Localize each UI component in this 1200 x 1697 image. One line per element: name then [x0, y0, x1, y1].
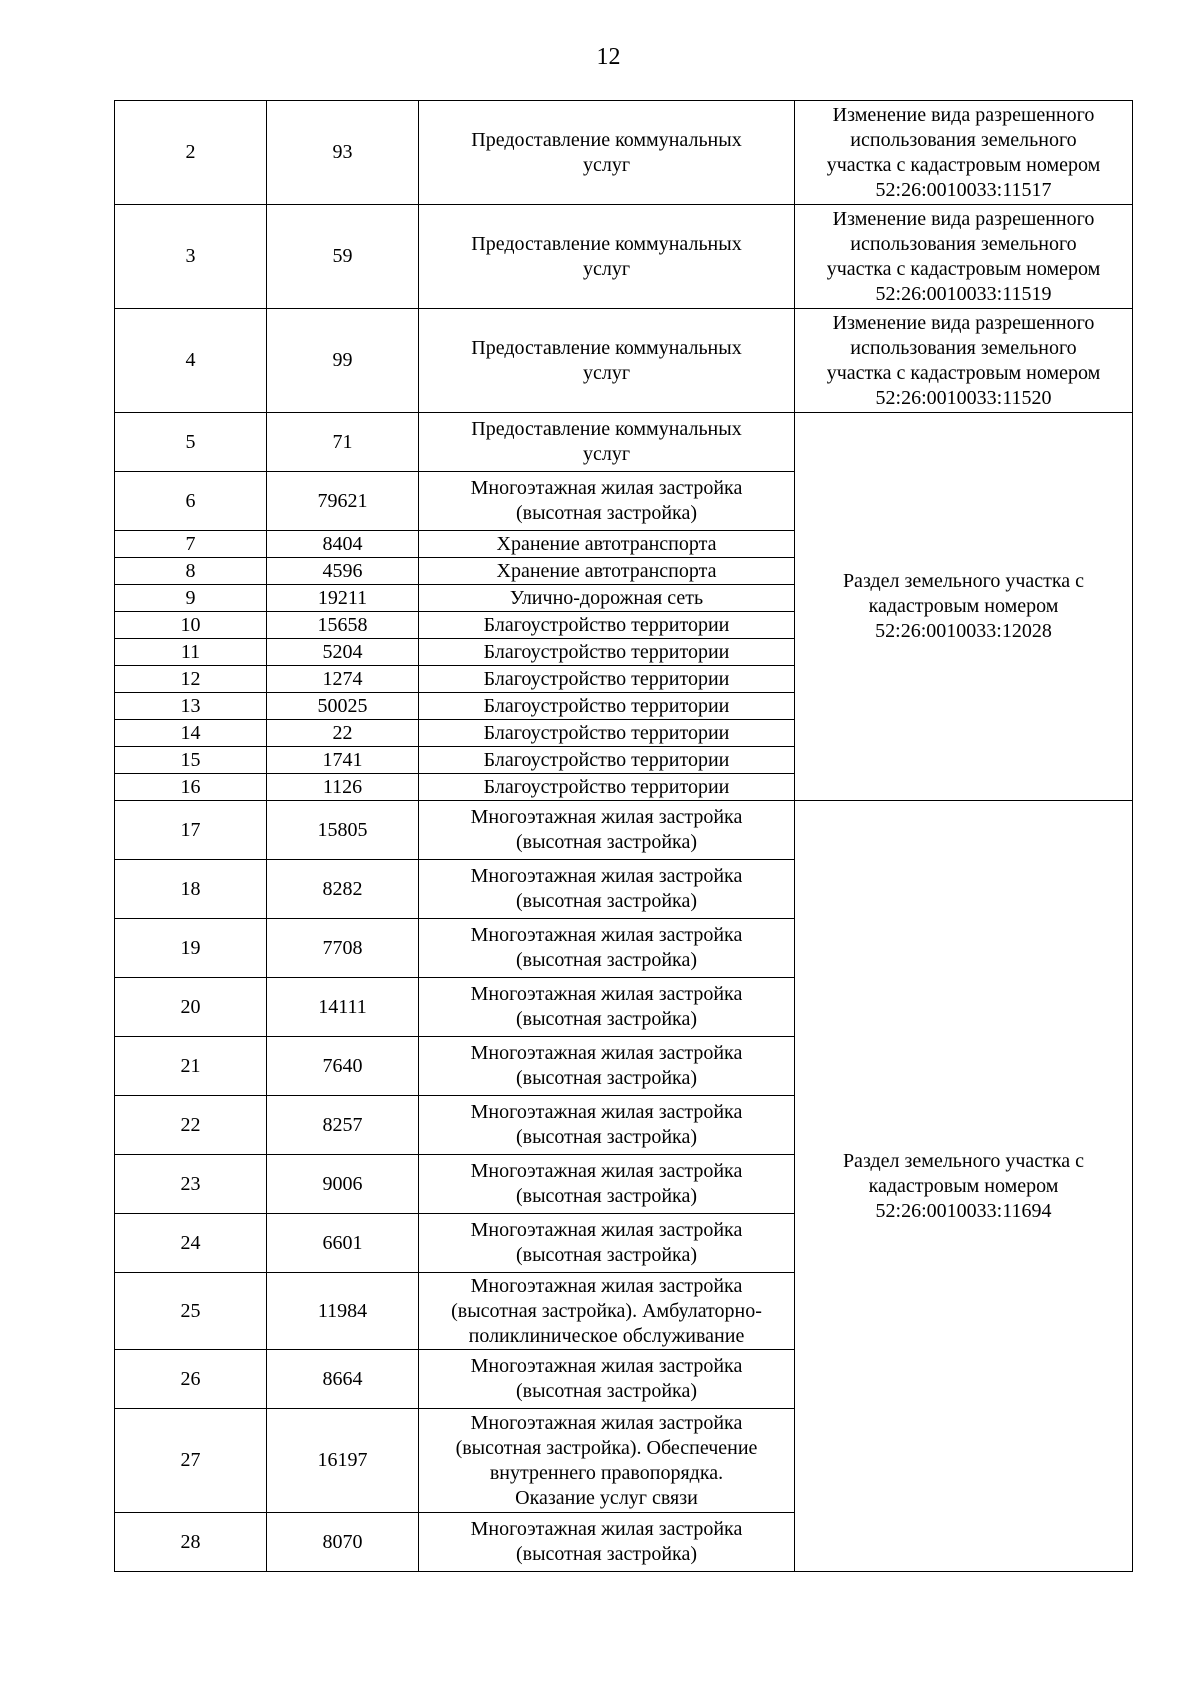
row-number-cell: 11	[115, 639, 267, 666]
row-number-cell: 6	[115, 472, 267, 531]
permitted-use-cell: Благоустройство территории	[419, 747, 795, 774]
row-number-cell: 27	[115, 1409, 267, 1513]
area-cell: 79621	[267, 472, 419, 531]
permitted-use-cell: Многоэтажная жилая застройка (высотная застройка). Обеспечение внутреннего правопорядка. Оказание услуг связи	[419, 1409, 795, 1513]
permitted-use-cell: Многоэтажная жилая застройка (высотная застройка)	[419, 1096, 795, 1155]
area-cell: 1741	[267, 747, 419, 774]
area-cell: 15805	[267, 801, 419, 860]
row-number-cell: 4	[115, 309, 267, 413]
permitted-use-cell: Предоставление коммунальных услуг	[419, 413, 795, 472]
land-plots-table	[114, 100, 1133, 1572]
row-number-cell: 18	[115, 860, 267, 919]
row-number-cell: 14	[115, 720, 267, 747]
permitted-use-cell: Многоэтажная жилая застройка (высотная застройка)	[419, 1155, 795, 1214]
row-number-cell: 3	[115, 205, 267, 309]
row-number-cell: 9	[115, 585, 267, 612]
note-cell: Раздел земельного участка с кадастровым номером 52:26:0010033:12028	[795, 413, 1133, 801]
area-cell: 14111	[267, 978, 419, 1037]
permitted-use-cell: Благоустройство территории	[419, 720, 795, 747]
row-number-cell: 12	[115, 666, 267, 693]
area-cell: 11984	[267, 1273, 419, 1350]
row-number-cell: 13	[115, 693, 267, 720]
area-cell: 8257	[267, 1096, 419, 1155]
note-cell: Изменение вида разрешенного использования земельного участка с кадастровым номером 52:26:0010033:11517	[795, 101, 1133, 205]
row-number-cell: 22	[115, 1096, 267, 1155]
permitted-use-cell: Хранение автотранспорта	[419, 558, 795, 585]
area-cell: 5204	[267, 639, 419, 666]
permitted-use-cell: Многоэтажная жилая застройка (высотная застройка)	[419, 1214, 795, 1273]
permitted-use-cell: Многоэтажная жилая застройка (высотная застройка)	[419, 1037, 795, 1096]
permitted-use-cell: Предоставление коммунальных услуг	[419, 101, 795, 205]
row-number-cell: 10	[115, 612, 267, 639]
area-cell: 19211	[267, 585, 419, 612]
row-number-cell: 20	[115, 978, 267, 1037]
permitted-use-cell: Благоустройство территории	[419, 774, 795, 801]
permitted-use-cell: Хранение автотранспорта	[419, 531, 795, 558]
area-cell: 1126	[267, 774, 419, 801]
row-number-cell: 15	[115, 747, 267, 774]
permitted-use-cell: Улично-дорожная сеть	[419, 585, 795, 612]
row-number-cell: 2	[115, 101, 267, 205]
permitted-use-cell: Благоустройство территории	[419, 693, 795, 720]
area-cell: 59	[267, 205, 419, 309]
area-cell: 4596	[267, 558, 419, 585]
area-cell: 50025	[267, 693, 419, 720]
area-cell: 93	[267, 101, 419, 205]
area-cell: 71	[267, 413, 419, 472]
permitted-use-cell: Многоэтажная жилая застройка (высотная застройка)	[419, 801, 795, 860]
area-cell: 7708	[267, 919, 419, 978]
area-cell: 22	[267, 720, 419, 747]
area-cell: 16197	[267, 1409, 419, 1513]
permitted-use-cell: Многоэтажная жилая застройка (высотная застройка)	[419, 1350, 795, 1409]
area-cell: 6601	[267, 1214, 419, 1273]
area-cell: 7640	[267, 1037, 419, 1096]
area-cell: 9006	[267, 1155, 419, 1214]
permitted-use-cell: Многоэтажная жилая застройка (высотная застройка). Амбулаторно- поликлиническое обслуживание	[419, 1273, 795, 1350]
area-cell: 15658	[267, 612, 419, 639]
page-number: 12	[596, 44, 621, 70]
area-cell: 8404	[267, 531, 419, 558]
note-cell: Раздел земельного участка с кадастровым номером 52:26:0010033:11694	[795, 801, 1133, 1572]
area-cell: 99	[267, 309, 419, 413]
permitted-use-cell: Многоэтажная жилая застройка (высотная застройка)	[419, 860, 795, 919]
table-row	[115, 801, 1133, 860]
permitted-use-cell: Благоустройство территории	[419, 666, 795, 693]
table-row	[115, 413, 1133, 472]
area-cell: 8070	[267, 1513, 419, 1572]
row-number-cell: 28	[115, 1513, 267, 1572]
note-cell: Изменение вида разрешенного использования земельного участка с кадастровым номером 52:26:0010033:11520	[795, 309, 1133, 413]
permitted-use-cell: Предоставление коммунальных услуг	[419, 205, 795, 309]
table-row	[115, 309, 1133, 413]
row-number-cell: 24	[115, 1214, 267, 1273]
row-number-cell: 26	[115, 1350, 267, 1409]
row-number-cell: 7	[115, 531, 267, 558]
permitted-use-cell: Предоставление коммунальных услуг	[419, 309, 795, 413]
area-cell: 8664	[267, 1350, 419, 1409]
area-cell: 8282	[267, 860, 419, 919]
permitted-use-cell: Благоустройство территории	[419, 612, 795, 639]
permitted-use-cell: Многоэтажная жилая застройка (высотная застройка)	[419, 1513, 795, 1572]
row-number-cell: 25	[115, 1273, 267, 1350]
row-number-cell: 8	[115, 558, 267, 585]
row-number-cell: 17	[115, 801, 267, 860]
row-number-cell: 5	[115, 413, 267, 472]
table-row	[115, 205, 1133, 309]
permitted-use-cell: Многоэтажная жилая застройка (высотная застройка)	[419, 978, 795, 1037]
table-body	[115, 101, 1133, 1572]
table-row	[115, 101, 1133, 205]
row-number-cell: 21	[115, 1037, 267, 1096]
permitted-use-cell: Многоэтажная жилая застройка (высотная застройка)	[419, 919, 795, 978]
row-number-cell: 23	[115, 1155, 267, 1214]
row-number-cell: 19	[115, 919, 267, 978]
note-cell: Изменение вида разрешенного использования земельного участка с кадастровым номером 52:26:0010033:11519	[795, 205, 1133, 309]
row-number-cell: 16	[115, 774, 267, 801]
permitted-use-cell: Многоэтажная жилая застройка (высотная застройка)	[419, 472, 795, 531]
area-cell: 1274	[267, 666, 419, 693]
permitted-use-cell: Благоустройство территории	[419, 639, 795, 666]
